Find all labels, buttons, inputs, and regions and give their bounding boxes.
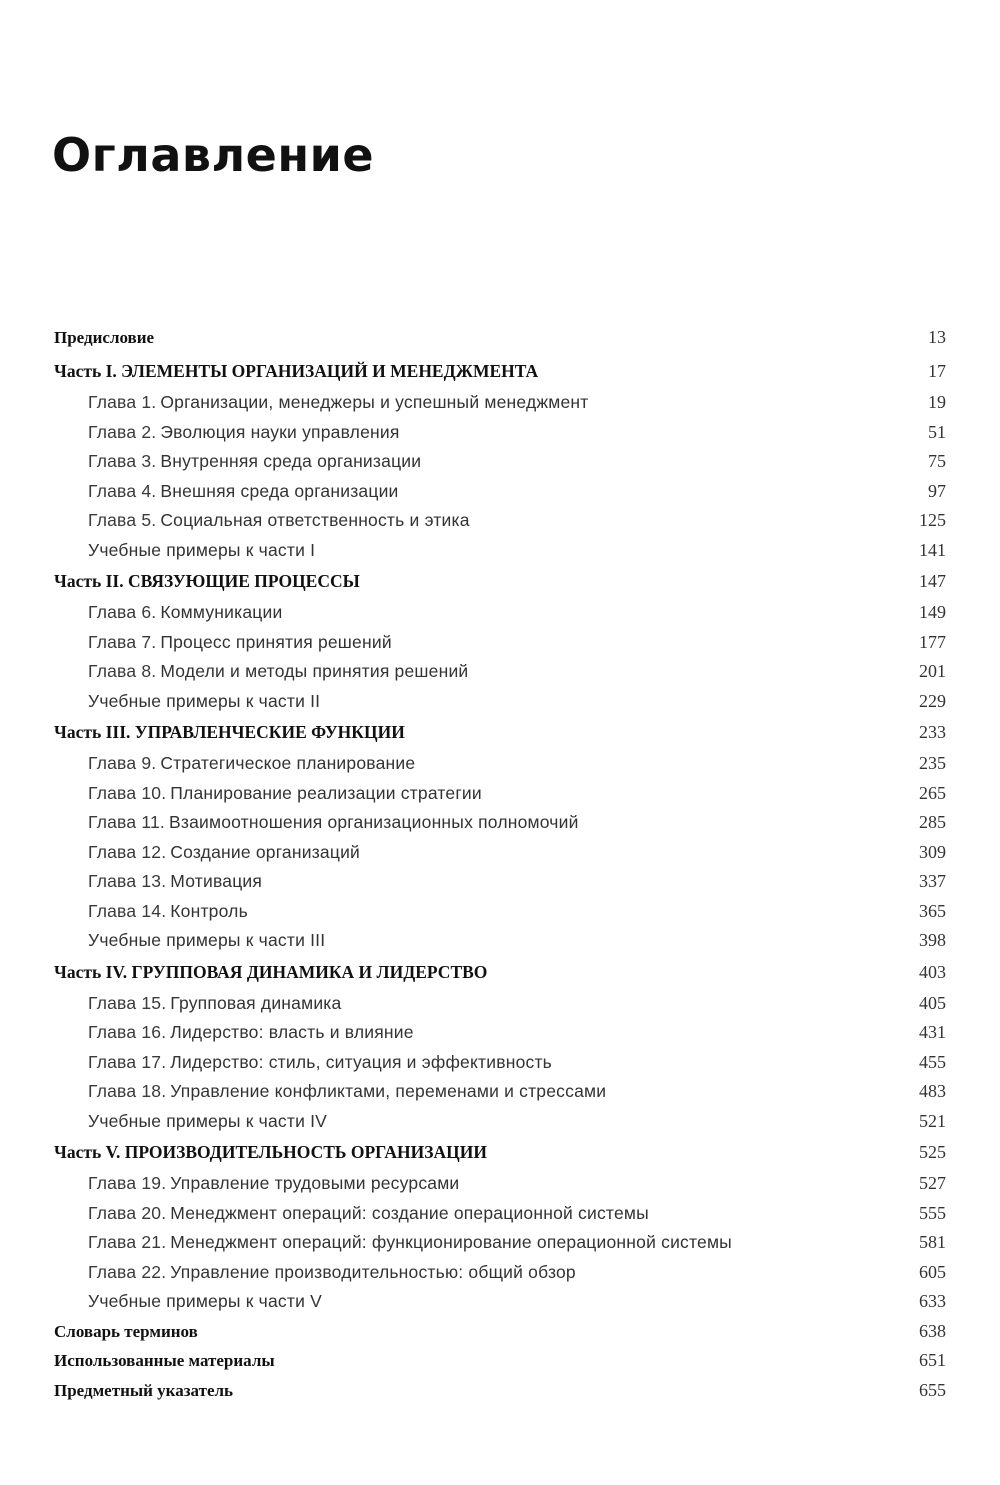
toc-chapter-number: Глава 20. [88, 1202, 167, 1223]
toc-chapter[interactable] [54, 749, 946, 779]
toc-chapter[interactable] [54, 388, 946, 418]
toc-chapter-number: Глава 14. [88, 900, 167, 921]
toc-page-number: 405 [919, 992, 946, 1013]
toc-chapter-number: Глава 4. [88, 480, 157, 501]
toc-chapter[interactable] [54, 897, 946, 927]
toc-chapter-number: Глава 17. [88, 1051, 167, 1072]
toc-entry-title: Предисловие [54, 328, 155, 347]
toc-page-number: 337 [919, 871, 946, 891]
toc-case-studies-title: Учебные примеры к части II [88, 690, 321, 711]
toc-chapter[interactable] [54, 1077, 946, 1107]
page-title: Оглавление [52, 128, 375, 182]
toc-entry-preface[interactable] [54, 319, 946, 355]
toc-page-number: 655 [919, 1379, 946, 1400]
toc-part-heading[interactable] [54, 1136, 946, 1169]
toc-chapter-number: Глава 19. [88, 1173, 167, 1193]
toc-chapter-title: Лидерство: стиль, ситуация и эффективность [170, 1051, 552, 1072]
toc-chapter[interactable] [54, 418, 946, 448]
toc-case-studies[interactable] [54, 926, 946, 956]
toc-page-number: 97 [928, 480, 946, 501]
toc-chapter[interactable] [54, 779, 946, 809]
toc-chapter[interactable] [54, 1018, 946, 1048]
toc-chapter[interactable] [54, 628, 946, 658]
toc-entry-title: Словарь терминов [54, 1321, 198, 1341]
toc-chapter[interactable] [54, 506, 946, 536]
toc-chapter-number: Глава 21. [88, 1232, 167, 1252]
toc-page-number: 201 [919, 661, 946, 681]
toc-page-number: 233 [919, 722, 946, 742]
toc-chapter-title: Управление производительностью: общий обзор [170, 1261, 576, 1282]
toc-page-number: 51 [928, 421, 946, 442]
toc-chapter[interactable] [54, 808, 946, 838]
toc-page-number: 605 [919, 1261, 946, 1282]
toc-chapter-number: Глава 2. [88, 421, 157, 442]
toc-page-number: 147 [919, 571, 946, 591]
toc-entry-index[interactable] [54, 1376, 946, 1406]
toc-page-number: 638 [919, 1320, 946, 1341]
toc-case-studies[interactable] [54, 536, 946, 566]
toc-chapter-number: Глава 9. [88, 753, 157, 773]
toc-page-number: 177 [919, 631, 946, 652]
toc-chapter-title: Внутренняя среда организации [160, 451, 422, 471]
toc-case-studies-title: Учебные примеры к части III [88, 930, 326, 950]
toc-chapter-title: Планирование реализации стратегии [170, 782, 482, 803]
toc-chapter-number: Глава 16. [88, 1022, 167, 1042]
toc-page-number: 521 [919, 1110, 946, 1131]
toc-chapter[interactable] [54, 867, 946, 897]
toc-chapter-title: Мотивация [170, 871, 263, 891]
toc-case-studies-title: Учебные примеры к части V [88, 1291, 322, 1311]
toc-page-number: 265 [919, 782, 946, 803]
toc-case-studies[interactable] [54, 1107, 946, 1137]
toc-chapter-number: Глава 7. [88, 631, 157, 652]
toc-chapter-title: Управление конфликтами, переменами и стрессами [170, 1081, 607, 1101]
toc-chapter[interactable] [54, 447, 946, 477]
toc-chapter-title: Создание организаций [170, 841, 361, 862]
toc-page-number: 235 [919, 753, 946, 773]
toc-case-studies-title: Учебные примеры к части IV [88, 1110, 328, 1131]
toc-page-number: 125 [919, 510, 946, 530]
toc-part-title: Часть V. ПРОИЗВОДИТЕЛЬНОСТЬ ОРГАНИЗАЦИИ [54, 1142, 487, 1162]
toc-chapter-number: Глава 10. [88, 782, 167, 803]
toc-chapter-title: Лидерство: власть и влияние [170, 1022, 414, 1042]
toc-part-title: Часть IV. ГРУППОВАЯ ДИНАМИКА И ЛИДЕРСТВО [54, 961, 488, 982]
toc-chapter-title: Менеджмент операций: создание операционной системы [170, 1202, 649, 1223]
toc-page-number: 398 [919, 930, 946, 950]
toc-page-number: 285 [919, 812, 946, 832]
toc-entry-title: Предметный указатель [54, 1380, 234, 1400]
toc-part-title: Часть I. ЭЛЕМЕНТЫ ОРГАНИЗАЦИЙ И МЕНЕДЖМЕНТА [54, 361, 539, 381]
toc-chapter-number: Глава 11. [88, 812, 165, 832]
toc-page-number: 431 [919, 1022, 946, 1042]
toc-part-title: Часть II. СВЯЗУЮЩИЕ ПРОЦЕССЫ [54, 571, 360, 591]
toc-entry-glossary[interactable] [54, 1317, 946, 1347]
toc-chapter-title: Взаимоотношения организационных полномочий [168, 812, 579, 832]
toc-chapter-number: Глава 12. [88, 841, 167, 862]
toc-case-studies[interactable] [54, 1287, 946, 1317]
toc-chapter[interactable] [54, 1258, 946, 1288]
toc-page-number: 365 [919, 900, 946, 921]
toc-chapter-number: Глава 13. [88, 871, 167, 891]
toc-page-number: 455 [919, 1051, 946, 1072]
toc-chapter[interactable] [54, 838, 946, 868]
toc-page-number: 13 [928, 327, 946, 347]
toc-chapter-title: Эволюция науки управления [160, 421, 400, 442]
toc-part-heading[interactable] [54, 956, 946, 989]
toc-chapter-number: Глава 6. [88, 602, 157, 622]
toc-chapter-title: Менеджмент операций: функционирование операционной системы [170, 1232, 732, 1252]
toc-chapter[interactable] [54, 1199, 946, 1229]
toc-page-number: 403 [919, 961, 946, 982]
toc-chapter-number: Глава 5. [88, 510, 157, 530]
toc-chapter[interactable] [54, 477, 946, 507]
toc-chapter-number: Глава 3. [88, 451, 157, 471]
toc-page-number: 149 [919, 602, 946, 622]
toc-chapter-number: Глава 1. [88, 392, 157, 412]
toc-chapter-title: Контроль [170, 900, 248, 921]
toc-page-number: 581 [919, 1232, 946, 1252]
toc-page-number: 483 [919, 1081, 946, 1101]
toc-chapter[interactable] [54, 657, 946, 687]
toc-chapter-number: Глава 8. [88, 661, 157, 681]
toc-part-heading[interactable] [54, 716, 946, 749]
toc-chapter-number: Глава 22. [88, 1261, 167, 1282]
toc-page-number: 309 [919, 841, 946, 862]
toc-page-number: 19 [928, 392, 946, 412]
toc-chapter[interactable] [54, 989, 946, 1019]
toc-chapter[interactable] [54, 1048, 946, 1078]
toc-chapter-number: Глава 15. [88, 992, 167, 1013]
toc-chapter-title: Внешняя среда организации [160, 480, 399, 501]
toc-part-heading[interactable] [54, 355, 946, 388]
toc-chapter-title: Групповая динамика [170, 992, 342, 1013]
toc-chapter-title: Процесс принятия решений [160, 631, 392, 652]
toc-page-number: 651 [919, 1350, 946, 1370]
toc-page-number: 555 [919, 1202, 946, 1223]
toc-page-number: 633 [919, 1291, 946, 1311]
toc-page-number: 527 [919, 1173, 946, 1193]
table-of-contents [54, 319, 946, 1405]
toc-case-studies[interactable] [54, 687, 946, 717]
toc-chapter[interactable] [54, 598, 946, 628]
toc-page-number: 141 [919, 539, 946, 560]
toc-chapter-title: Социальная ответственность и этика [160, 510, 470, 530]
toc-chapter-title: Коммуникации [160, 602, 283, 622]
toc-chapter[interactable] [54, 1169, 946, 1199]
toc-part-title: Часть III. УПРАВЛЕНЧЕСКИЕ ФУНКЦИИ [54, 722, 405, 742]
toc-chapter-title: Стратегическое планирование [160, 753, 416, 773]
toc-entry-references[interactable] [54, 1346, 946, 1376]
toc-part-heading[interactable] [54, 565, 946, 598]
toc-chapter-title: Управление трудовыми ресурсами [170, 1173, 460, 1193]
toc-page-number: 17 [928, 361, 946, 381]
toc-chapter-title: Модели и методы принятия решений [160, 661, 469, 681]
toc-page-number: 75 [928, 451, 946, 471]
toc-chapter[interactable] [54, 1228, 946, 1258]
toc-page-number: 229 [919, 690, 946, 711]
toc-page-number: 525 [919, 1142, 946, 1162]
toc-chapter-title: Организации, менеджеры и успешный менеджмент [160, 392, 589, 412]
toc-case-studies-title: Учебные примеры к части I [88, 539, 316, 560]
toc-entry-title: Использованные материалы [54, 1351, 275, 1370]
toc-chapter-number: Глава 18. [88, 1081, 167, 1101]
